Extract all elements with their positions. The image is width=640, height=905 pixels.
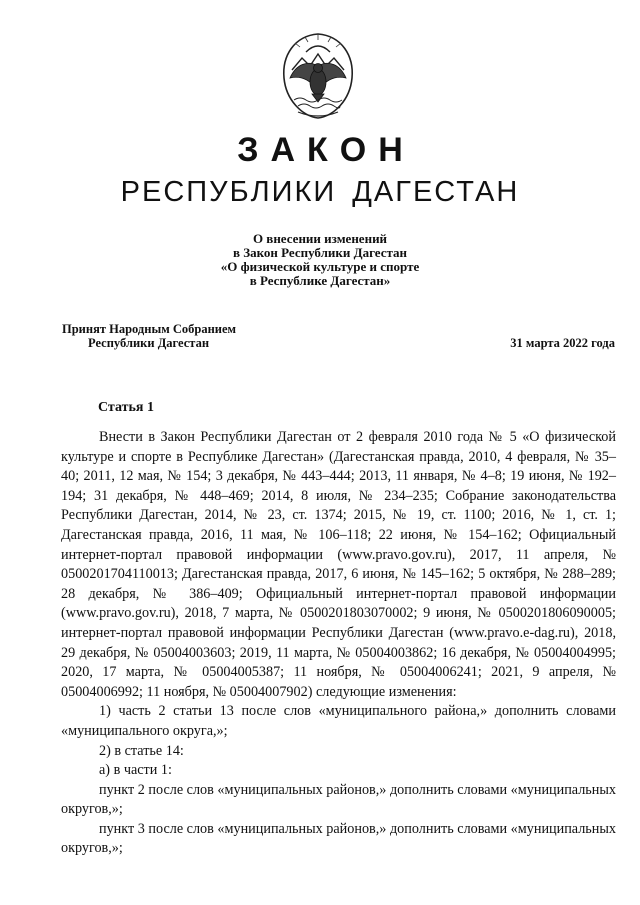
article-paragraph: Внести в Закон Республики Дагестан от 2 февраля 2010 года № 5 «О физической культуре и спорте в Республике Дагестан» (Дагестанская правда, 2010, 4 февраля, № 35–40; 2011, 12 мая, № 154; 3 декабря, № 443–444; 2013, 11 января, № 4–8; 19 июня, № 192–194; 31 декабря, № 448–469; 2014, 8 июля, № 234–235; Собрание законодательства Республики Дагестан, 2014, № 23, ст. 1374; 2015, № 19, ст. 1100; 2016, № 1, ст. 1; Дагестанская правда, 2016, 11 мая, № 106–118; 22 июня, № 154–162; Официальный интернет-портал правовой информации (www.pravo.gov.ru), 2017, 11 апреля, № 0500201704110013; Дагестанская правда, 2017, 6 июня, № 145–162; 5 октября, № 288–289; 28 декабря, № 386–409; Официальный интернет-портал правовой информации (www.pravo.gov.ru), 2018, 7 марта, № 0500201803070002; 9 июня, № 0500201806090005; интернет-портал правовой информации Республики Дагестан (www.pravo.e-dag.ru), 2018, 29 декабря, № 05004003603; 2019, 11 марта, № 05004003862; 16 декабря, № 05004004995; 2020, 17 марта, № 05004005387; 11 ноября, № 05004006241; 2021, 9 апреля, № 05004006992; 11 ноября, № 05004007902) следующие изменения: bbox=[61, 429, 616, 700]
article-paragraph: а) в части 1: bbox=[99, 762, 172, 779]
article-paragraph: 1) часть 2 статьи 13 после слов «муниципального района,» дополнить словами «муниципального округа,»; bbox=[61, 703, 616, 739]
subject-line: О внесении изменений bbox=[252, 231, 388, 246]
subject-line: «О физической культуре и спорте bbox=[220, 259, 420, 274]
article-paragraph: пункт 3 после слов «муниципальных районов,» дополнить словами «муниципальных округов,»; bbox=[61, 820, 616, 857]
subject-line: в Республике Дагестан» bbox=[249, 273, 391, 288]
adoption-line: Республики Дагестан bbox=[88, 336, 210, 350]
document-title: ЗАКОН bbox=[237, 131, 415, 169]
adoption-date: 31 марта 2022 года bbox=[510, 336, 615, 350]
article-paragraph: пункт 2 после слов «муниципальных районов,» дополнить словами «муниципальных округов,»; bbox=[61, 781, 616, 818]
article-heading: Статья 1 bbox=[98, 400, 154, 415]
document-subtitle: РЕСПУБЛИКИ ДАГЕСТАН bbox=[120, 176, 520, 208]
law-subject bbox=[0, 232, 640, 288]
article-paragraph: 2) в статье 14: bbox=[99, 742, 184, 759]
adoption-line: Принят Народным Собранием bbox=[62, 322, 237, 336]
coat-of-arms-emblem bbox=[276, 30, 360, 122]
subject-line: в Закон Республики Дагестан bbox=[232, 245, 408, 260]
adoption-body bbox=[62, 322, 236, 350]
article-body bbox=[61, 428, 616, 859]
